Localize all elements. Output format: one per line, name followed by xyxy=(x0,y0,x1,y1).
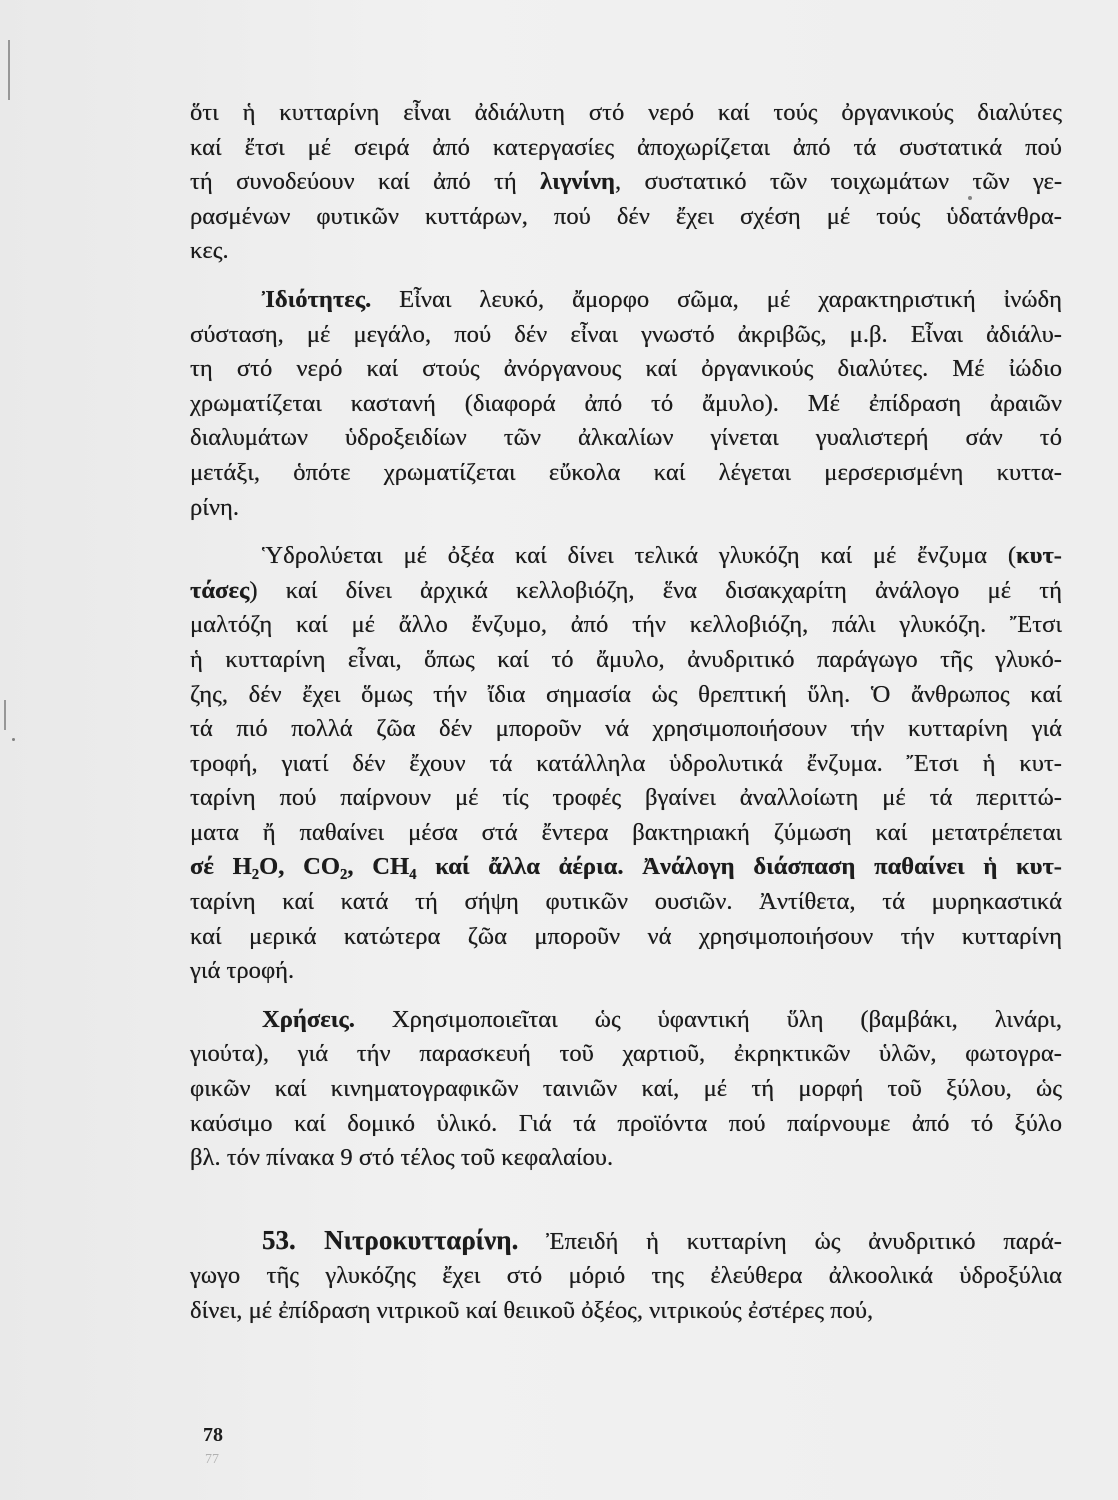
text-line xyxy=(190,387,1062,422)
text-line xyxy=(190,456,1062,491)
text-run: χρωματίζεται καστανή (διαφορά ἀπό τό ἄμυλο). Μέ ἐπίδραση ἀραιῶν xyxy=(190,389,1062,417)
text-line xyxy=(190,781,1062,816)
text-line xyxy=(190,850,1062,885)
text-run: τά πιό πολλά ζῶα δέν μποροῦν νά χρησιμοποιήσουν τήν κυτταρίνη γιά xyxy=(190,715,1062,743)
text-line xyxy=(190,747,1062,782)
page-number: 78 xyxy=(203,1424,223,1446)
text-line xyxy=(190,712,1062,747)
text-line xyxy=(190,1294,1062,1329)
text-run: φικῶν καί κινηματογραφικῶν ταινιῶν καί, μέ τή μορφή τοῦ ξύλου, ὡς xyxy=(190,1075,1062,1103)
text-line xyxy=(190,1223,1062,1260)
text-line xyxy=(190,643,1062,678)
text-line xyxy=(190,954,1062,989)
text-line xyxy=(190,491,1062,526)
text-line xyxy=(190,816,1062,851)
bold-term: Χρήσεις. xyxy=(262,1005,355,1033)
text-run: γιούτα), γιά τήν παρασκευή τοῦ χαρτιοῦ, ἐκρηκτικῶν ὑλῶν, φωτογρα- xyxy=(190,1040,1062,1068)
text-line xyxy=(190,131,1062,166)
bold-term: λιγνίνη xyxy=(540,168,615,196)
bold-term: σέ H₂O, CO₂, CH₄ καί ἄλλα ἀέρια. Ἀνάλογη διάσπαση παθαίνει ἡ κυτ- xyxy=(190,853,1062,881)
text-run: Χρησιμοποιεῖται ὡς ὑφαντική ὕλη (βαμβάκι, λινάρι, xyxy=(354,1005,1062,1033)
text-line xyxy=(190,608,1062,643)
text-line xyxy=(190,1107,1062,1142)
text-line xyxy=(190,200,1062,235)
scan-dot xyxy=(12,738,15,741)
text-run: μετάξι, ὁπότε χρωματίζεται εὔκολα καί λέγεται μερσερισμένη κυττα- xyxy=(190,458,1062,486)
text-line xyxy=(190,352,1062,387)
text-run: ) καί δίνει ἀρχικά κελλοβιόζη, ἕνα δισακχαρίτη ἀνάλογο μέ τή xyxy=(249,576,1062,604)
text-line xyxy=(190,678,1062,713)
text-line xyxy=(190,1037,1062,1072)
text-run: Εἶναι λευκό, ἄμορφο σῶμα, μέ χαρακτηριστική ἰνώδη xyxy=(371,285,1062,313)
text-run: καύσιμο καί δομικό ὑλικό. Γιά τά προϊόντα πού παίρνουμε ἀπό τό ξύλο xyxy=(190,1109,1062,1137)
text-run: γιά τροφή. xyxy=(190,957,295,985)
text-run: διαλυμάτων ὑδροξειδίων τῶν ἀλκαλίων γίνεται γυαλιστερή σάν τό xyxy=(190,424,1062,452)
text-line xyxy=(190,165,1062,200)
text-run: , συστατικό τῶν τοιχωμάτων τῶν γε- xyxy=(614,168,1063,196)
text-line xyxy=(190,539,1062,574)
text-line xyxy=(190,1072,1062,1107)
text-run: δίνει, μέ ἐπίδραση νιτρικοῦ καί θειικοῦ ὀξέος, νιτρικούς ἐστέρες πού, xyxy=(190,1297,874,1324)
text-run: ταρίνη πού παίρνουν μέ τίς τροφές βγαίνει ἀναλλοίωτη μέ τά περιττώ- xyxy=(190,784,1062,812)
text-run: γωγο τῆς γλυκόζης ἔχει στό μόριό της ἐλεύθερα ἀλκοολικά ὑδροξύλια xyxy=(190,1262,1062,1290)
text-run: ζης, δέν ἔχει ὅμως τήν ἴδια σημασία ὡς θρεπτική ὕλη. Ὁ ἄνθρωπος καί xyxy=(190,680,1062,708)
paragraph-properties xyxy=(190,283,1062,525)
text-line xyxy=(190,1141,1062,1176)
bold-term: τάσες xyxy=(190,576,250,604)
text-line xyxy=(190,1003,1062,1038)
bold-term: Ἰδιότητες. xyxy=(262,285,372,313)
paragraph-intro xyxy=(190,96,1062,269)
text-run: Ὑδρολύεται μέ ὀξέα καί δίνει τελικά γλυκόζη καί μέ ἔνζυμα ( xyxy=(262,542,1017,570)
text-run: τη στό νερό καί στούς ἀνόργανους καί ὀργανικούς διαλύτες. Μέ ἰώδιο xyxy=(190,355,1062,383)
text-line xyxy=(190,421,1062,456)
body-text xyxy=(190,96,1062,1329)
text-run: ταρίνη καί κατά τή σήψη φυτικῶν ουσιῶν. Ἀντίθετα, τά μυρηκαστικά xyxy=(190,888,1062,916)
text-run: κες. xyxy=(190,237,229,265)
paragraph-uses xyxy=(190,1003,1062,1176)
scan-edge-mark xyxy=(8,40,10,100)
text-run: ματα ἤ παθαίνει μέσα στά ἔντερα βακτηριακή ζύμωση καί μετατρέπεται xyxy=(190,818,1062,846)
text-run: μαλτόζη καί μέ ἄλλο ἔνζυμο, ἀπό τήν κελλοβιόζη, πάλι γλυκόζη. Ἔτσι xyxy=(190,611,1062,639)
page-number-show-through: 77 xyxy=(205,1452,219,1467)
text-line xyxy=(190,920,1062,955)
bold-term: κυτ- xyxy=(1016,542,1062,570)
text-run: ρίνη. xyxy=(190,493,240,521)
text-line xyxy=(190,574,1062,609)
text-line xyxy=(190,96,1062,131)
text-run: καί μερικά κατώτερα ζῶα μποροῦν νά χρησιμοποιήσουν τήν κυτταρίνη xyxy=(190,922,1062,950)
text-run: Ἐπειδή ἡ κυτταρίνη ὡς ἀνυδριτικό παρά- xyxy=(518,1227,1062,1255)
text-run: τή συνοδεύουν καί ἀπό τή xyxy=(190,168,541,196)
text-line xyxy=(190,234,1062,269)
section-heading: 53. Νιτροκυτταρίνη. xyxy=(262,1224,519,1255)
paragraph-nitrocellulose xyxy=(190,1223,1062,1329)
text-run: ρασμένων φυτικῶν κυττάρων, πού δέν ἔχει σχέση μέ τούς ὑδατάνθρα- xyxy=(190,202,1062,230)
text-run: ὅτι ἡ κυτταρίνη εἶναι ἀδιάλυτη στό νερό καί τούς ὀργανικούς διαλύτες xyxy=(190,99,1062,126)
text-line xyxy=(190,1259,1062,1294)
text-run: καί ἔτσι μέ σειρά ἀπό κατεργασίες ἀποχωρίζεται ἀπό τά συστατικά πού xyxy=(190,133,1062,161)
text-line xyxy=(190,885,1062,920)
text-line xyxy=(190,318,1062,353)
text-line xyxy=(190,283,1062,318)
text-run: ἡ κυτταρίνη εἶναι, ὅπως καί τό ἄμυλο, ἀνυδριτικό παράγωγο τῆς γλυκό- xyxy=(190,645,1062,673)
text-run: σύσταση, μέ μεγάλο, πού δέν εἶναι γνωστό ἀκριβῶς, μ.β. Εἶναι ἀδιάλυ- xyxy=(190,320,1062,348)
text-run: τροφή, γιατί δέν ἔχουν τά κατάλληλα ὑδρολυτικά ἔνζυμα. Ἔτσι ἡ κυτ- xyxy=(190,749,1062,777)
paragraph-hydrolysis xyxy=(190,539,1062,989)
text-run: βλ. τόν πίνακα 9 στό τέλος τοῦ κεφαλαίου. xyxy=(190,1144,614,1172)
scan-edge-mark xyxy=(4,700,6,730)
